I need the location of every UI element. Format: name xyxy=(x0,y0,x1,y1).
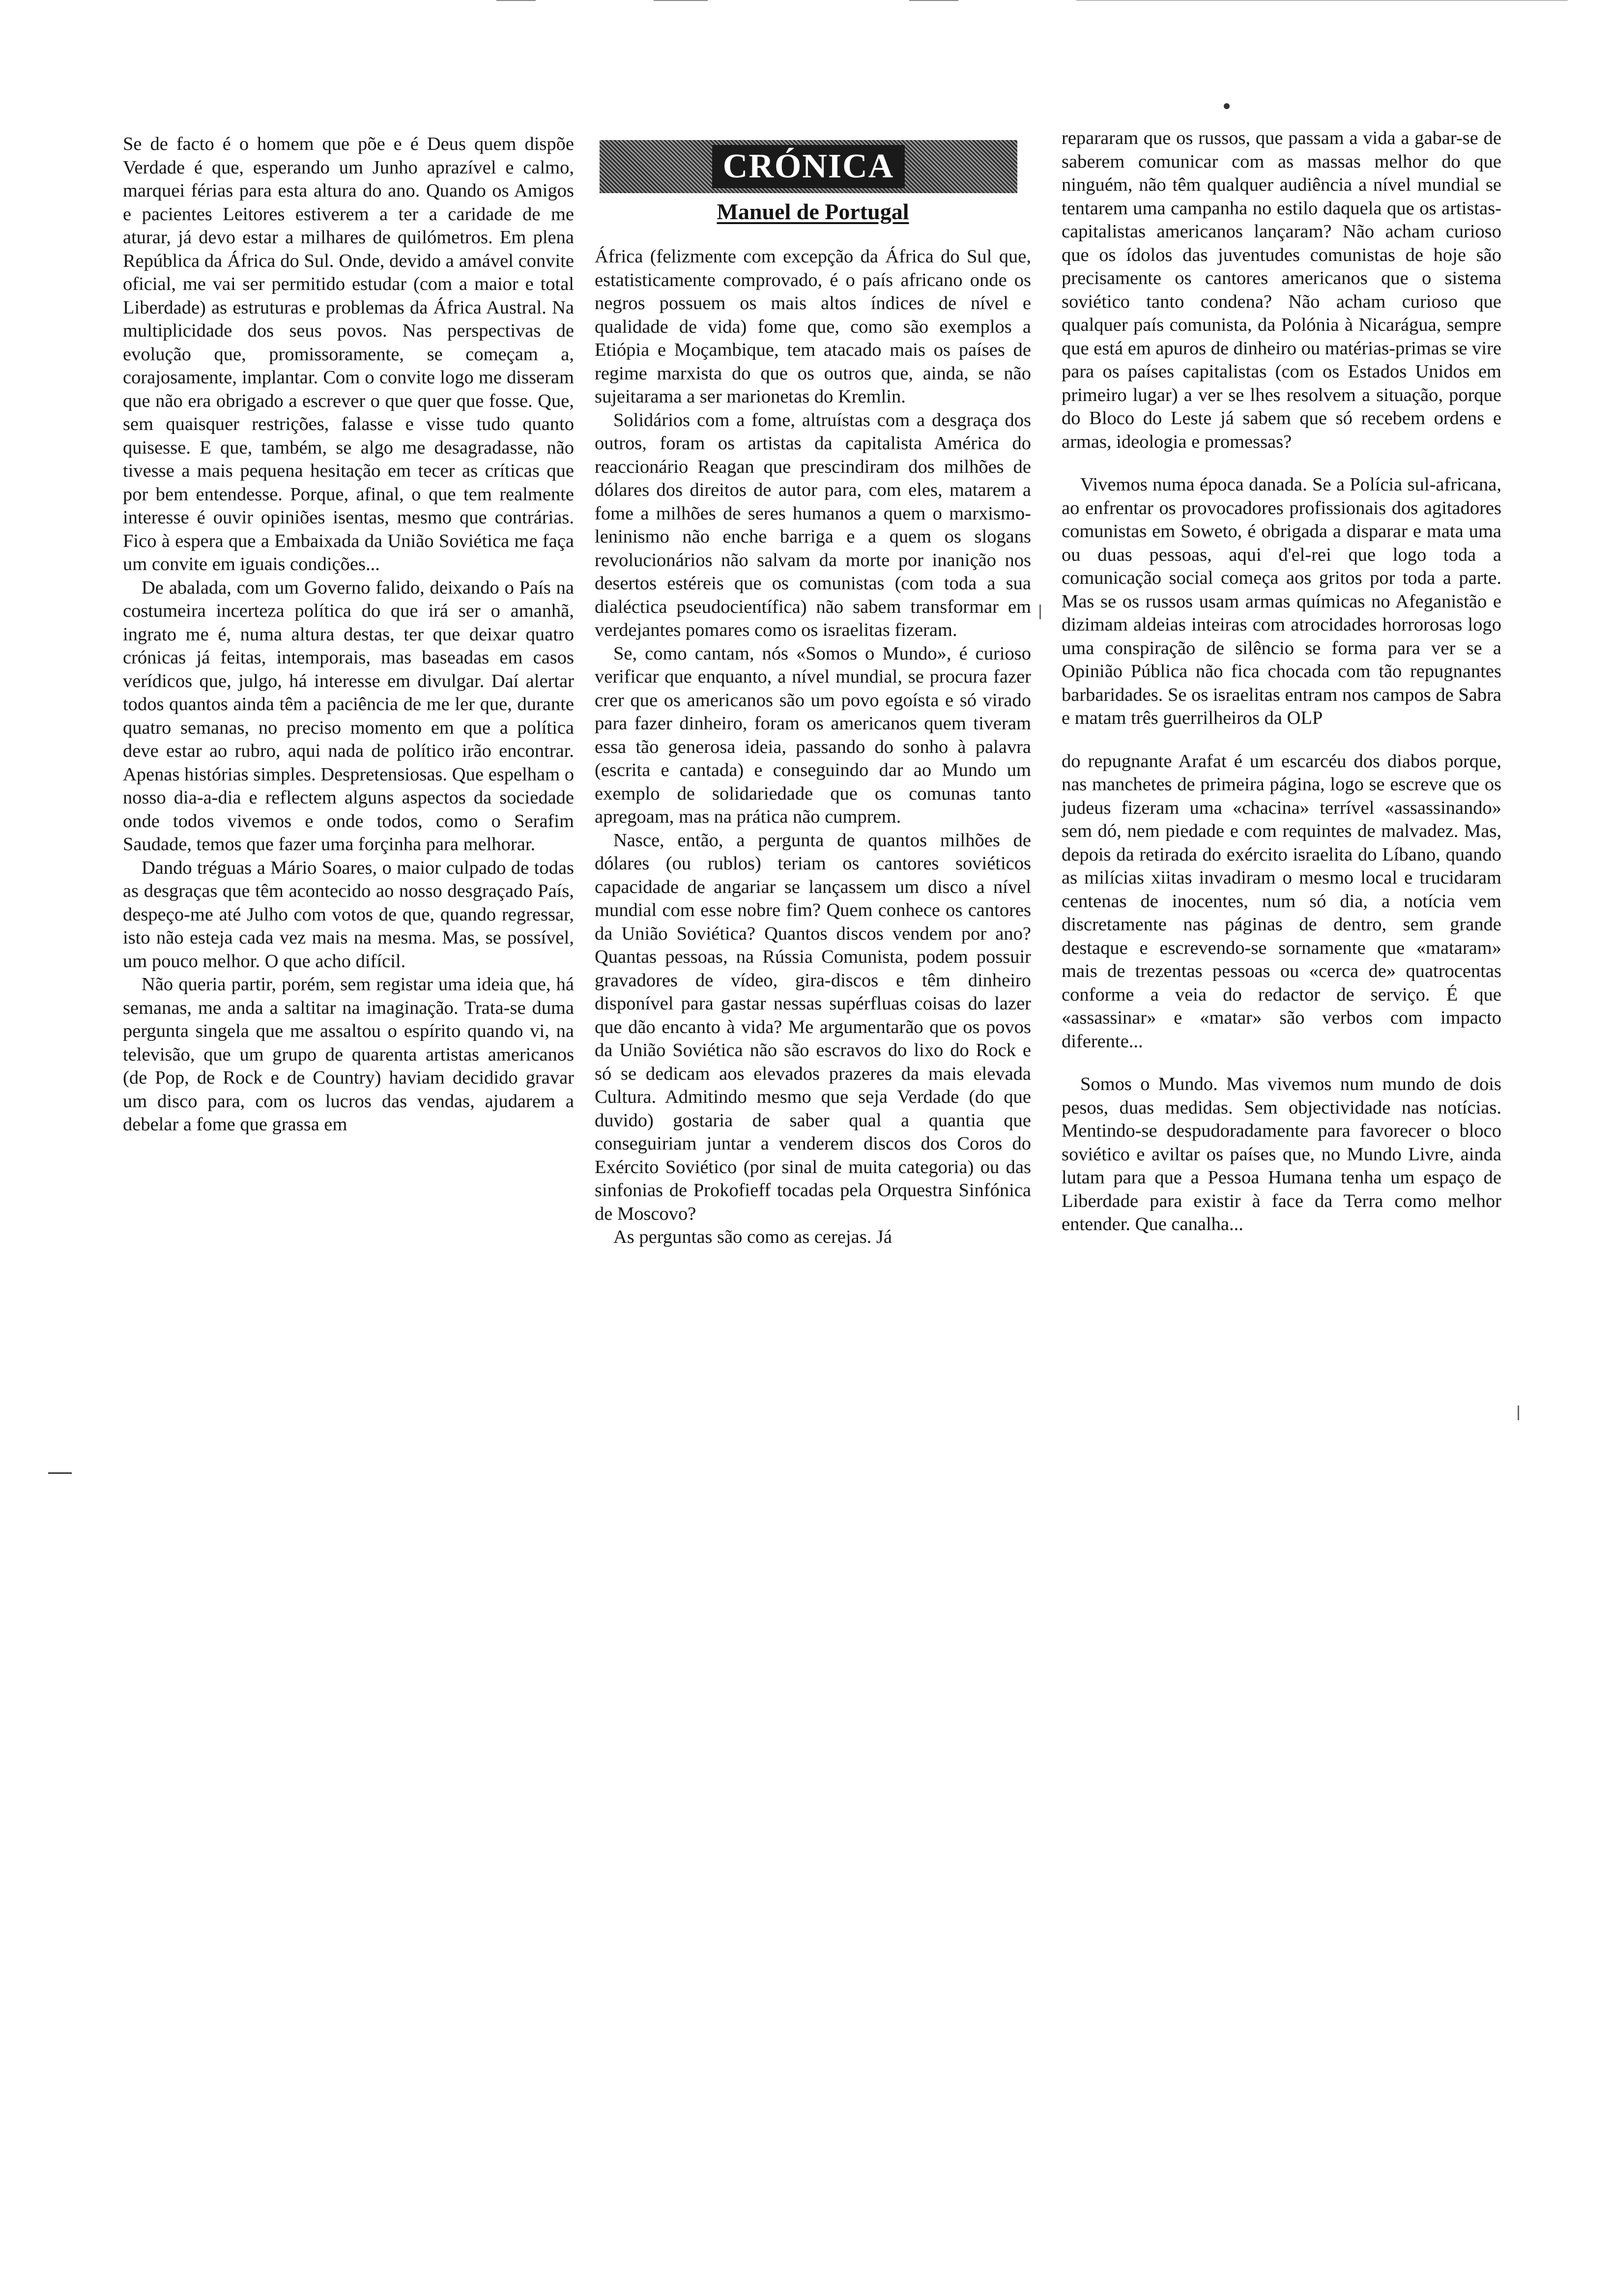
top-scan-rule xyxy=(496,0,536,1)
paragraph-gap xyxy=(1062,454,1501,473)
gutter-tick xyxy=(1518,1406,1519,1420)
paragraph: África (felizmente com excepção da África do Sul que, estatisticamente comprovado, é o país africano onde os negros possuem os mais altos índices de nível e qualidade de vida) fome que, como são exemplos a Etiópia e Moçambique, tem atacado mais os países de regime marxista do que os outros que, ainda, se não sujeitarama a ser marionetas do Kremlin. xyxy=(595,246,1031,407)
scan-dot xyxy=(1224,103,1230,109)
top-scan-rule xyxy=(909,0,958,1)
paragraph-gap xyxy=(1062,1053,1501,1073)
author-byline: Manuel de Portugal xyxy=(717,199,909,224)
paragraph: do repugnante Arafat é um escarcéu dos diabos porque, nas manchetes de primeira página, logo se escreve que os judeus fizeram uma «chacina» terrível «assassinando» sem dó, nem piedade e com requintes de malvadez. Mas, depois da retirada do exército israelita do Líbano, quando as milícias xiitas invadiram o mesmo local e trucidaram centenas de inocentes, num só dia, a notícia vem discretamente nas páginas de dentro, sem grande destaque e escrevendo-se sornamente que «mataram» mais de trezentas pessoas ou «cerca de» quatrocentas conforme a veia do redactor de serviço. É que «assassinar» e «matar» são verbos com impacto diferente... xyxy=(1062,750,1501,1052)
paragraph: Somos o Mundo. Mas vivemos num mundo de dois pesos, duas medidas. Sem objectividade nas notícias. Mentindo-se despudoradamente para favorecer o bloco soviético e aviltar os países que, no Mundo Livre, ainda lutam para que a Pessoa Humana tenha um espaço de Liberdade para existir à face da Terra como melhor entender. Que canalha... xyxy=(1062,1074,1501,1234)
paragraph: Nasce, então, a pergunta de quantos milhões de dólares (ou rublos) teriam os cantores soviéticos capacidade de angariar se lançassem um disco a nível mundial com esse nobre fim? Quem conhece os cantores da União Soviética? Quantos discos vendem por ano? Quantas pessoas, na Rússia Comunista, podem possuir gravadores de vídeo, gira-discos e têm dinheiro disponível para gastar nessas supérfluas coisas do lazer que dão encanto à vida? Me argumentarão que os povos da União Soviética não são escravos do lixo do Rock e só se dedicam aos elevados prazeres da mais elevada Cultura. Admitindo mesmo que seja Verdade (do que duvido) gostaria de saber qual a quantia que conseguiriam juntar a venderem discos dos Coros do Exército Soviético (por sinal de muita categoria) ou das sinfonias de Prokofieff tocadas pela Orquestra Sinfónica de Moscovo? xyxy=(595,830,1031,1224)
paragraph: Dando tréguas a Mário Soares, o maior culpado de todas as desgraças que têm acontecido ao nosso desgraçado País, despeço-me até Julho com votos de que, quando regressar, isto não esteja cada vez mais na mesma. Mas, se possível, um pouco melhor. O que acho difícil. xyxy=(123,857,574,972)
paragraph: Se, como cantam, nós «Somos o Mundo», é curioso verificar que enquanto, a nível mundial, se procura fazer crer que os americanos são um povo egoísta e só virado para fazer dinheiro, foram os americanos quem tiveram essa tão generosa ideia, passando do sonho à palavra (escrita e cantada) e conseguindo dar ao Mundo um exemplo de solidariedade que os comunas tanto apregoam, mas na prática não cumprem. xyxy=(595,643,1031,827)
gutter-tick xyxy=(1039,604,1041,619)
paragraph: Não queria partir, porém, sem registar uma ideia que, há semanas, me anda a saltitar na imaginação. Trata-se duma pergunta singela que me assaltou o espírito quando vi, na televisão, que um grupo de quarenta artistas americanos (de Pop, de Rock e de Country) haviam decidido gravar um disco para, com os lucros das vendas, ajudarem a debelar a fome que grassa em xyxy=(123,974,574,1135)
column-body xyxy=(595,245,1031,1249)
top-scan-rule xyxy=(654,0,708,1)
paragraph-gap xyxy=(1062,730,1501,750)
margin-mark xyxy=(48,1472,72,1474)
top-scan-rule xyxy=(1076,0,1568,1)
paragraph: Solidários com a fome, altruístas com a desgraça dos outros, foram os artistas da capitalista América do reaccionário Reagan que prescindiram dos milhões de dólares dos direitos de autor para, com eles, matarem a fome a milhões de seres humanos a quem o marxismo-leninismo não enche barriga e a quem os slogans revolucionários não salvam da morte por inanição nos desertos estéreis que os comunistas (com toda a sua dialéctica pseudocientífica) não sabem transformar em verdejantes pomares como os israelitas fizeram. xyxy=(595,409,1031,640)
paragraph: Se de facto é o homem que põe e é Deus quem dispõe Verdade é que, esperando um Junho aprazível e calmo, marquei férias para esta altura do ano. Quando os Amigos e pacientes Leitores estiverem a ter a caridade de me aturar, já devo estar a milhares de quilómetros. Em plena República da África do Sul. Onde, devido a amável convite oficial, me vai ser permitido estudar (com a maior e total Liberdade) as estruturas e problemas da África Austral. Na multiplicidade dos seus povos. Nas perspectivas de evolução que, promissoramente, se começam a, corajosamente, implantar. Com o convite logo me disseram que não era obrigado a escrever o que quer que fosse. Que, sem quaisquer restrições, falasse e visse tudo quanto quisesse. E que, também, se algo me desagradasse, não tivesse a mais pequena hesitação em tecer as críticas que por bem entendesse. Porque, afinal, o que tem realmente interesse é ouvir opiniões isentas, mesmo que contrárias. Fico à espera que a Embaixada da União Soviética me faça um convite em iguais condições... xyxy=(123,134,574,574)
section-title: CRÓNICA xyxy=(712,145,905,188)
article-column-1 xyxy=(123,133,574,1137)
article-column-3 xyxy=(1062,127,1501,1236)
paragraph: Vivemos numa época danada. Se a Polícia sul-africana, ao enfrentar os provocadores profissionais dos agitadores comunistas em Soweto, é obrigada a disparar e mata uma ou duas pessoas, aqui d'el-rei que logo toda a comunicação social começa aos gritos por toda a parte. Mas se os russos usam armas químicas no Afeganistão e dizimam aldeias inteiras com atrocidades horrorosas logo uma conspiração de silêncio se forma para ver se a Opinião Pública não fica chocada com tão repugnantes barbaridades. Se os israelitas entram nos campos de Sabra e matam três guerrilheiros da OLP xyxy=(1062,474,1501,728)
section-banner xyxy=(600,140,1017,193)
paragraph: As perguntas são como as cerejas. Já xyxy=(613,1227,892,1247)
article-column-2 xyxy=(595,140,1031,1249)
paragraph: De abalada, com um Governo falido, deixando o País na costumeira incerteza política do que irá ser o amanhã, ingrato me é, numa altura destas, ter que deixar quatro crónicas já feitas, intemporais, mas baseadas em casos verídicos que, julgo, há interesse em divulgar. Daí alertar todos quantos ainda têm a paciência de me ler que, durante quatro semanas, no preciso momento em que a política deve estar ao rubro, aqui nada de político irão encontrar. Apenas histórias simples. Despretensiosas. Que espelham o nosso dia-a-dia e reflectem alguns aspectos da sociedade onde todos vivemos e onde todos, como o Serafim Saudade, temos que fazer uma forçinha para melhorar. xyxy=(123,577,574,855)
paragraph: repararam que os russos, que passam a vida a gabar-se de saberem comunicar com as massas melhor do que ninguém, não têm qualquer audiência a nível mundial se tentarem uma campanha no estilo daquela que os artistas-capitalistas americanos lançaram? Não acham curioso que os ídolos das juventudes comunistas de hoje são precisamente os cantores americanos que o sistema soviético tanto condena? Não acham curioso que qualquer país comunista, da Polónia à Nicarágua, sempre que está em apuros de dinheiro ou matérias-primas se vire para os países capitalistas (com os Estados Unidos em primeiro lugar) a ver se lhes resolvem a situação, porque do Bloco do Leste já sabem que só recebem ordens e armas, ideologia e promessas? xyxy=(1062,128,1501,452)
